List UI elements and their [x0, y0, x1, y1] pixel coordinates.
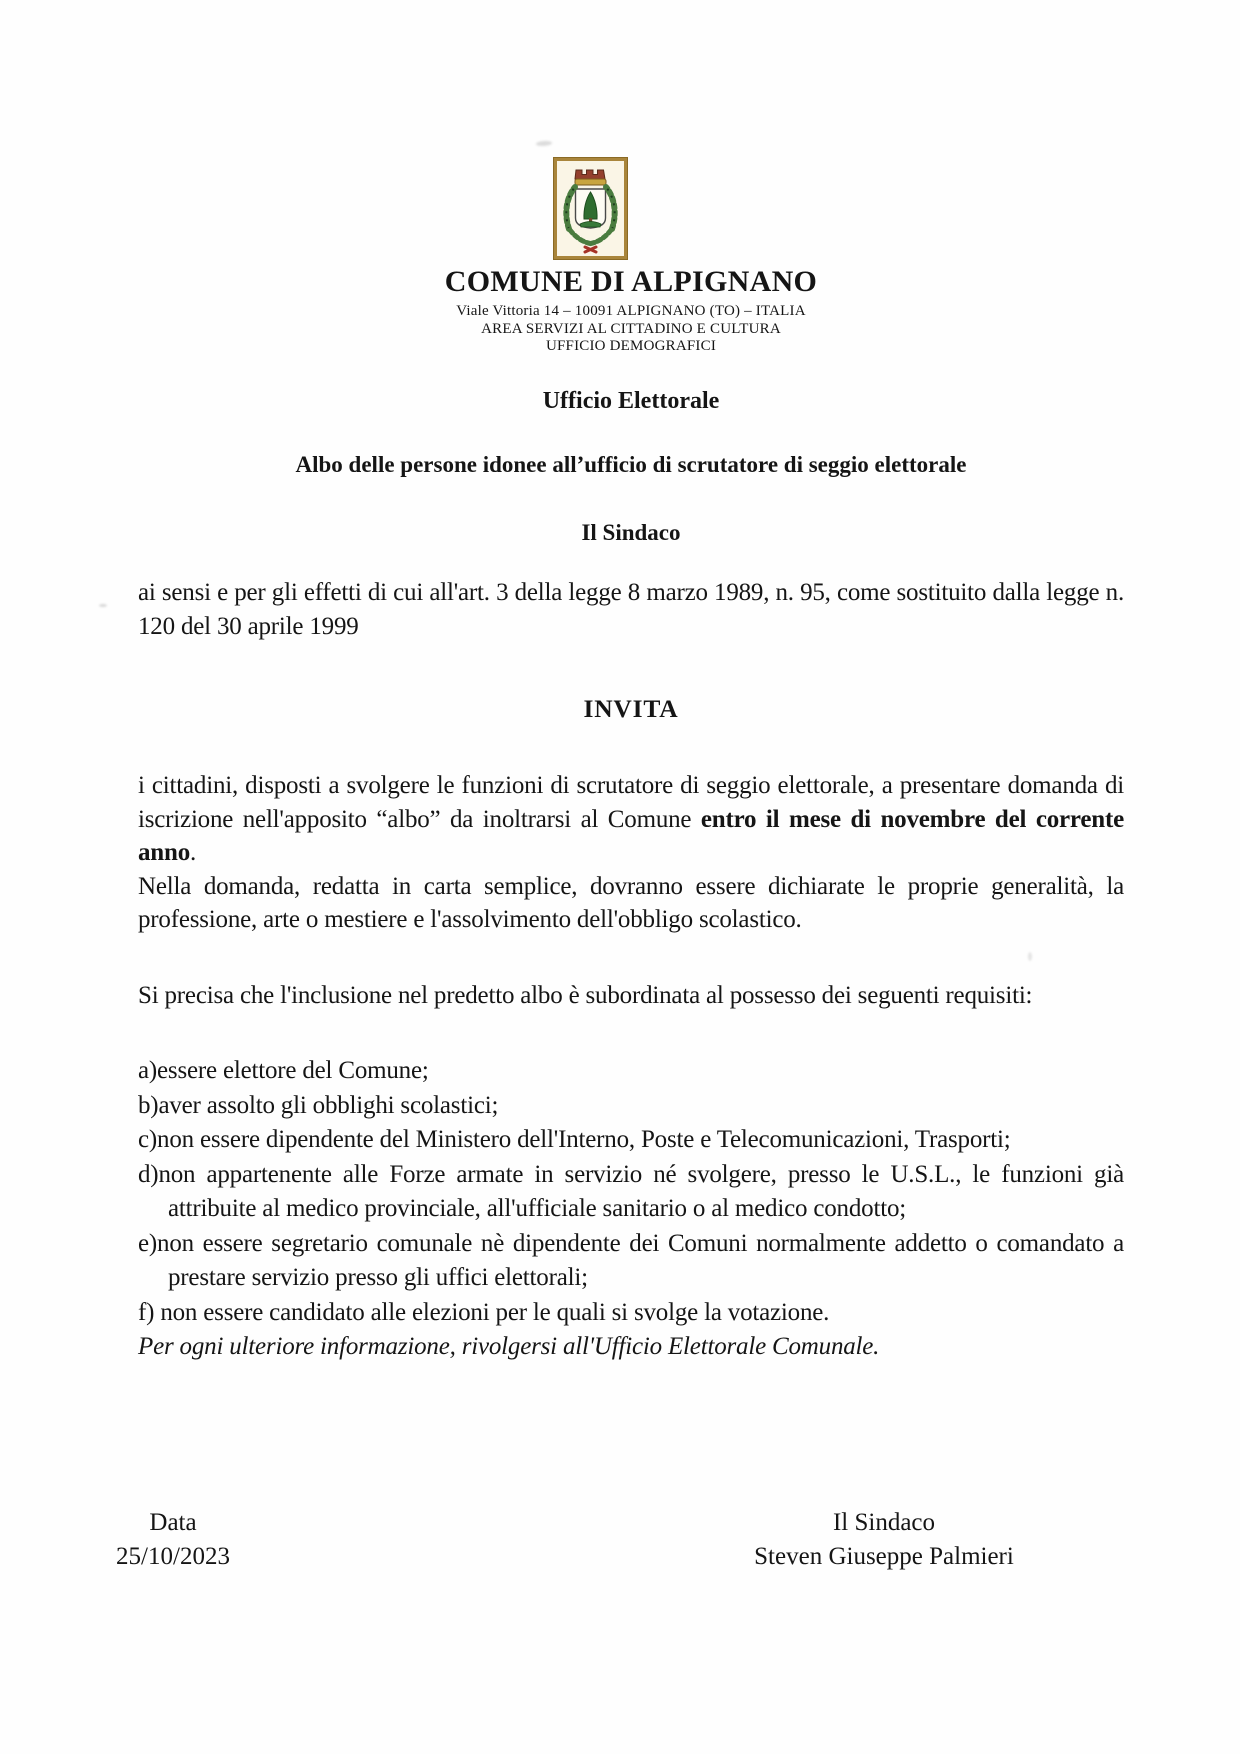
requirement-text: non essere dipendente del Ministero dell'Interno, Poste e Telecomunicazioni, Trasporti;: [157, 1126, 1011, 1153]
org-name: COMUNE DI ALPIGNANO: [444, 265, 818, 298]
requirement-item-b: [138, 1089, 1124, 1124]
org-address-line-2: AREA SERVIZI AL CITTADINO E CULTURA: [481, 320, 781, 337]
municipal-coat-of-arms: [553, 157, 628, 260]
invitation-deadline-bold: entro il mese di novembre del corrente anno: [138, 805, 1124, 866]
authority-heading: Il Sindaco: [581, 520, 681, 545]
invita-heading: INVITA: [583, 694, 679, 723]
requirement-label: d): [138, 1160, 159, 1188]
info-note: Per ogni ulteriore informazione, rivolgersi all'Ufficio Elettorale Comunale.: [138, 1333, 880, 1360]
signer-title: Il Sindaco: [832, 1509, 936, 1536]
date-label: Data: [149, 1509, 197, 1536]
invitation-paragraph: [138, 769, 1124, 870]
requirement-text: non essere candidato alle elezioni per le quali si svolge la votazione.: [154, 1298, 830, 1326]
coat-of-arms-icon: [553, 157, 628, 260]
signer-block: [738, 1506, 1030, 1573]
invitation-period: .: [190, 839, 197, 866]
requirement-text: aver assolto gli obblighi scolastici;: [158, 1091, 499, 1119]
requirement-label: b): [138, 1091, 159, 1119]
scan-artifact: [1028, 952, 1032, 961]
premise-paragraph: ai sensi e per gli effetti di cui all'art. 3 della legge 8 marzo 1989, n. 95, come sostituito dalla legge n. 120 del 30 aprile 1999: [138, 579, 1124, 640]
requirement-label: f): [138, 1298, 155, 1326]
date-block: [92, 1506, 254, 1573]
requirement-label: c): [138, 1126, 158, 1153]
requirement-text: essere elettore del Comune;: [157, 1057, 429, 1084]
requirement-text: non appartenente alle Forze armate in servizio né svolgere, presso le U.S.L., le funzioni già attribuite al medico provinciale, all'ufficiale sanitario o al medico condotto;: [158, 1160, 1124, 1222]
requirement-item-a: [138, 1054, 1124, 1089]
date-value: 25/10/2023: [116, 1542, 230, 1570]
requirement-item-d: [138, 1158, 1124, 1227]
requirement-label: a): [138, 1057, 158, 1084]
org-address-line-3: UFFICIO DEMOGRAFICI: [545, 338, 717, 354]
requirement-item-c: [138, 1123, 1124, 1158]
requirement-text: non essere segretario comunale nè dipendente dei Comuni normalmente addetto o comandato a prestare servizio presso gli uffici elettorali;: [157, 1229, 1124, 1291]
subject-title: Albo delle persone idonee all’ufficio di scrutatore di seggio elettorale: [295, 452, 967, 477]
scan-artifact: [536, 140, 552, 146]
scan-artifact: [99, 604, 107, 607]
org-address: [138, 303, 1124, 356]
requirements-intro: Si precisa che l'inclusione nel predetto albo è subordinata al possesso dei seguenti requisiti:: [138, 982, 1033, 1009]
requirement-label: e): [138, 1229, 158, 1257]
invitation-block: [138, 769, 1124, 937]
requirement-item-f: [138, 1296, 1124, 1331]
application-note: Nella domanda, redatta in carta semplice, dovranno essere dichiarate le proprie generalità, la professione, arte o mestiere e l'assolvimento dell'obbligo scolastico.: [138, 872, 1124, 933]
office-title: Ufficio Elettorale: [542, 388, 720, 414]
invitation-text: i cittadini, disposti a svolgere le funzioni di scrutatore di seggio elettorale, a presentare domanda di iscrizione nell'apposito “albo” da inoltrarsi al Comune: [138, 772, 1124, 833]
org-address-line-1: Viale Vittoria 14 – 10091 ALPIGNANO (TO) – ITALIA: [456, 303, 806, 319]
requirements-list: [138, 1054, 1124, 1365]
requirement-item-e: [138, 1227, 1124, 1296]
signer-name: Steven Giuseppe Palmieri: [754, 1542, 1014, 1570]
